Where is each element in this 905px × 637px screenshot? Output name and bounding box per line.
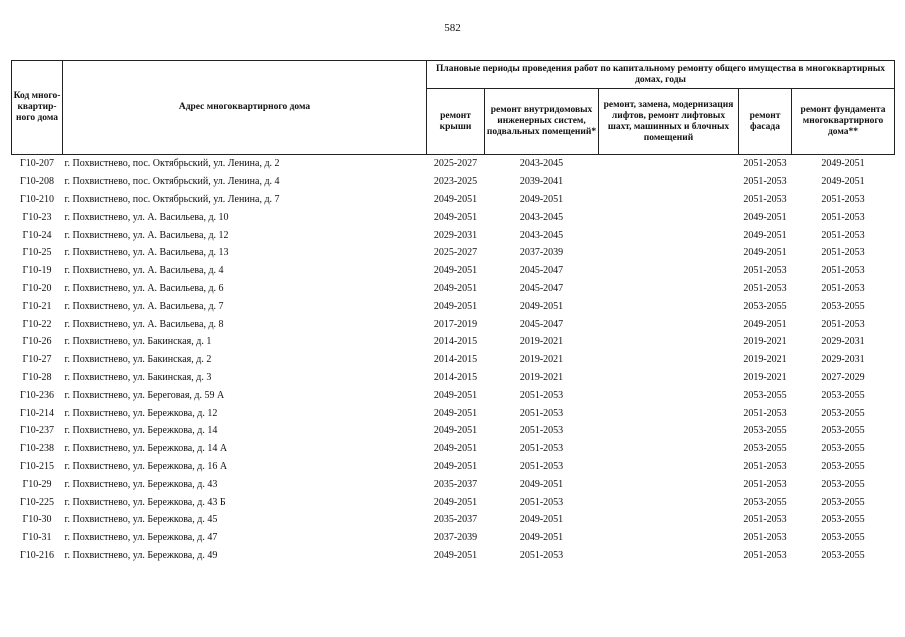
row-facade: 2049-2051 — [743, 229, 787, 241]
row-roof: 2049-2051 — [433, 425, 478, 437]
row-address: г. Похвистнево, ул. Бережкова, д. 12 — [64, 407, 218, 419]
row-elevators — [599, 351, 739, 369]
header-engineering: ремонт внутридомовых инженерных систем, подвальных помещений* — [485, 89, 599, 155]
row-elevators — [599, 315, 739, 333]
row-foundation: 2051-2053 — [821, 282, 865, 294]
row-foundation: 2049-2051 — [821, 176, 865, 188]
row-code: Г10-24 — [22, 229, 52, 241]
row-elevators — [599, 493, 739, 511]
row-roof: 2035-2037 — [433, 514, 478, 526]
row-code: Г10-237 — [19, 425, 55, 437]
row-code: Г10-22 — [22, 318, 52, 330]
row-roof: 2049-2051 — [433, 443, 478, 455]
table-row — [12, 369, 895, 387]
row-engineering: 2045-2047 — [519, 318, 564, 330]
table-row — [12, 493, 895, 511]
row-code: Г10-26 — [22, 336, 52, 348]
row-roof: 2049-2051 — [433, 460, 478, 472]
table-row — [12, 333, 895, 351]
row-address: г. Похвистнево, ул. Бакинская, д. 1 — [64, 336, 212, 348]
row-code: Г10-29 — [22, 478, 52, 490]
row-roof: 2049-2051 — [433, 300, 478, 312]
row-elevators — [599, 547, 739, 565]
row-address: г. Похвистнево, ул. А. Васильева, д. 10 — [64, 211, 229, 223]
table-row — [12, 511, 895, 529]
row-code: Г10-208 — [19, 176, 55, 188]
row-foundation: 2053-2055 — [821, 478, 865, 490]
row-code: Г10-207 — [19, 158, 55, 170]
row-foundation: 2053-2055 — [821, 389, 865, 401]
table-row — [12, 191, 895, 209]
row-engineering: 2043-2045 — [519, 229, 564, 241]
row-facade: 2051-2053 — [743, 158, 787, 170]
row-roof: 2049-2051 — [433, 193, 478, 205]
row-engineering: 2019-2021 — [519, 354, 564, 366]
row-foundation: 2053-2055 — [821, 425, 865, 437]
table-row — [12, 440, 895, 458]
row-foundation: 2051-2053 — [821, 247, 865, 259]
row-roof: 2029-2031 — [433, 229, 478, 241]
row-facade: 2019-2021 — [743, 336, 787, 348]
row-code: Г10-23 — [22, 211, 52, 223]
page-number: 582 — [444, 22, 461, 34]
table-row — [12, 458, 895, 476]
table-row — [12, 208, 895, 226]
row-engineering: 2051-2053 — [519, 443, 564, 455]
header-address: Адрес многоквартирного дома — [63, 61, 427, 155]
row-address: г. Похвистнево, ул. А. Васильева, д. 13 — [64, 247, 229, 259]
row-facade: 2051-2053 — [743, 407, 787, 419]
row-address: г. Похвистнево, ул. Бережкова, д. 43 — [64, 478, 218, 490]
row-address: г. Похвистнево, ул. Бережкова, д. 49 — [64, 549, 218, 561]
row-elevators — [599, 404, 739, 422]
row-address: г. Похвистнево, ул. Бережкова, д. 16 А — [64, 460, 228, 472]
row-facade: 2053-2055 — [743, 389, 787, 401]
row-elevators — [599, 280, 739, 298]
row-facade: 2049-2051 — [743, 247, 787, 259]
row-foundation: 2029-2031 — [821, 336, 865, 348]
row-foundation: 2029-2031 — [821, 354, 865, 366]
row-elevators — [599, 226, 739, 244]
table-row — [12, 422, 895, 440]
row-elevators — [599, 458, 739, 476]
table-row — [12, 529, 895, 547]
row-address: г. Похвистнево, ул. Бережкова, д. 14 А — [64, 443, 228, 455]
row-roof: 2049-2051 — [433, 496, 478, 508]
row-foundation: 2051-2053 — [821, 211, 865, 223]
row-facade: 2051-2053 — [743, 282, 787, 294]
row-facade: 2053-2055 — [743, 496, 787, 508]
row-code: Г10-214 — [19, 407, 55, 419]
header-foundation: ремонт фундамента многоквартирного дома** — [792, 89, 895, 155]
row-roof: 2025-2027 — [433, 158, 478, 170]
row-roof: 2014-2015 — [433, 354, 478, 366]
row-facade: 2051-2053 — [743, 478, 787, 490]
row-elevators — [599, 208, 739, 226]
row-code: Г10-28 — [22, 371, 52, 383]
table-row — [12, 173, 895, 191]
row-elevators — [599, 262, 739, 280]
row-engineering: 2039-2041 — [519, 176, 564, 188]
row-code: Г10-216 — [19, 549, 55, 561]
row-roof: 2049-2051 — [433, 265, 478, 277]
row-engineering: 2051-2053 — [519, 496, 564, 508]
table-row — [12, 404, 895, 422]
row-facade: 2019-2021 — [743, 354, 787, 366]
table-body — [12, 155, 895, 565]
row-address: г. Похвистнево, пос. Октябрьский, ул. Ленина, д. 2 — [64, 158, 280, 170]
row-address: г. Похвистнево, ул. А. Васильева, д. 8 — [64, 318, 224, 330]
table-row — [12, 226, 895, 244]
row-elevators — [599, 475, 739, 493]
row-code: Г10-21 — [22, 300, 52, 312]
row-foundation: 2053-2055 — [821, 300, 865, 312]
row-address: г. Похвистнево, ул. А. Васильева, д. 12 — [64, 229, 229, 241]
row-address: г. Похвистнево, ул. А. Васильева, д. 4 — [64, 265, 224, 277]
row-address: г. Похвистнево, ул. Бережкова, д. 14 — [64, 425, 218, 437]
row-foundation: 2049-2051 — [821, 158, 865, 170]
table-row — [12, 262, 895, 280]
row-foundation: 2053-2055 — [821, 443, 865, 455]
row-foundation: 2027-2029 — [821, 371, 865, 383]
header-facade: ремонт фасада — [739, 89, 792, 155]
row-engineering: 2049-2051 — [519, 300, 564, 312]
row-facade: 2053-2055 — [743, 300, 787, 312]
row-elevators — [599, 173, 739, 191]
row-engineering: 2043-2045 — [519, 158, 564, 170]
row-foundation: 2051-2053 — [821, 193, 865, 205]
row-elevators — [599, 369, 739, 387]
row-elevators — [599, 511, 739, 529]
row-engineering: 2045-2047 — [519, 282, 564, 294]
row-elevators — [599, 333, 739, 351]
row-foundation: 2051-2053 — [821, 318, 865, 330]
row-code: Г10-19 — [22, 265, 52, 277]
row-foundation: 2053-2055 — [821, 460, 865, 472]
row-roof: 2014-2015 — [433, 371, 478, 383]
row-foundation: 2053-2055 — [821, 407, 865, 419]
row-roof: 2023-2025 — [433, 176, 478, 188]
row-address: г. Похвистнево, пос. Октябрьский, ул. Ленина, д. 7 — [64, 193, 280, 205]
row-engineering: 2051-2053 — [519, 407, 564, 419]
row-engineering: 2051-2053 — [519, 549, 564, 561]
table-row — [12, 244, 895, 262]
row-address: г. Похвистнево, ул. Бережкова, д. 47 — [64, 532, 218, 544]
row-engineering: 2019-2021 — [519, 371, 564, 383]
row-code: Г10-30 — [22, 514, 52, 526]
row-roof: 2049-2051 — [433, 407, 478, 419]
row-engineering: 2051-2053 — [519, 389, 564, 401]
row-foundation: 2053-2055 — [821, 532, 865, 544]
row-roof: 2014-2015 — [433, 336, 478, 348]
row-engineering: 2049-2051 — [519, 193, 564, 205]
row-address: г. Похвистнево, ул. Бережкова, д. 43 Б — [64, 496, 226, 508]
row-roof: 2037-2039 — [433, 532, 478, 544]
row-facade: 2051-2053 — [743, 193, 787, 205]
row-engineering: 2051-2053 — [519, 425, 564, 437]
row-foundation: 2051-2053 — [821, 265, 865, 277]
row-facade: 2051-2053 — [743, 514, 787, 526]
table-row — [12, 155, 895, 173]
row-code: Г10-27 — [22, 354, 52, 366]
row-code: Г10-20 — [22, 282, 52, 294]
row-facade: 2051-2053 — [743, 176, 787, 188]
row-code: Г10-215 — [19, 460, 55, 472]
row-elevators — [599, 155, 739, 173]
row-roof: 2049-2051 — [433, 389, 478, 401]
row-roof: 2049-2051 — [433, 549, 478, 561]
row-elevators — [599, 191, 739, 209]
row-engineering: 2051-2053 — [519, 460, 564, 472]
row-address: г. Похвистнево, ул. А. Васильева, д. 7 — [64, 300, 224, 312]
table-row — [12, 315, 895, 333]
row-code: Г10-238 — [19, 443, 55, 455]
row-elevators — [599, 422, 739, 440]
row-code: Г10-210 — [19, 193, 55, 205]
header-periods: Плановые периоды проведения работ по капитальному ремонту общего имущества в многоквартирных домах, годы — [427, 61, 895, 89]
row-engineering: 2019-2021 — [519, 336, 564, 348]
row-engineering: 2037-2039 — [519, 247, 564, 259]
row-foundation: 2053-2055 — [821, 496, 865, 508]
header-code: Код много-квартир-ного дома — [12, 61, 63, 155]
row-elevators — [599, 297, 739, 315]
row-engineering: 2049-2051 — [519, 514, 564, 526]
row-facade: 2049-2051 — [743, 318, 787, 330]
row-address: г. Похвистнево, ул. Бережкова, д. 45 — [64, 514, 218, 526]
table-row — [12, 280, 895, 298]
row-engineering: 2049-2051 — [519, 532, 564, 544]
row-facade: 2053-2055 — [743, 443, 787, 455]
row-code: Г10-25 — [22, 247, 52, 259]
row-code: Г10-31 — [22, 532, 52, 544]
row-facade: 2051-2053 — [743, 460, 787, 472]
row-foundation: 2051-2053 — [821, 229, 865, 241]
row-elevators — [599, 386, 739, 404]
row-roof: 2017-2019 — [433, 318, 478, 330]
row-code: Г10-236 — [19, 389, 55, 401]
row-roof: 2035-2037 — [433, 478, 478, 490]
row-address: г. Похвистнево, ул. Береговая, д. 59 А — [64, 389, 225, 401]
repair-schedule-table — [11, 60, 895, 564]
row-roof: 2049-2051 — [433, 211, 478, 223]
row-elevators — [599, 244, 739, 262]
table-row — [12, 386, 895, 404]
row-elevators — [599, 440, 739, 458]
row-address: г. Похвистнево, ул. А. Васильева, д. 6 — [64, 282, 224, 294]
row-roof: 2049-2051 — [433, 282, 478, 294]
table-header — [12, 61, 895, 155]
row-facade: 2051-2053 — [743, 265, 787, 277]
row-engineering: 2049-2051 — [519, 478, 564, 490]
row-address: г. Похвистнево, ул. Бакинская, д. 2 — [64, 354, 212, 366]
table-row — [12, 297, 895, 315]
row-foundation: 2053-2055 — [821, 514, 865, 526]
row-engineering: 2045-2047 — [519, 265, 564, 277]
row-facade: 2049-2051 — [743, 211, 787, 223]
row-foundation: 2053-2055 — [821, 549, 865, 561]
row-elevators — [599, 529, 739, 547]
row-code: Г10-225 — [19, 496, 55, 508]
row-address: г. Похвистнево, ул. Бакинская, д. 3 — [64, 371, 212, 383]
row-facade: 2053-2055 — [743, 425, 787, 437]
row-facade: 2051-2053 — [743, 532, 787, 544]
row-roof: 2025-2027 — [433, 247, 478, 259]
table-row — [12, 475, 895, 493]
row-facade: 2019-2021 — [743, 371, 787, 383]
table-row — [12, 351, 895, 369]
row-address: г. Похвистнево, пос. Октябрьский, ул. Ленина, д. 4 — [64, 176, 280, 188]
row-engineering: 2043-2045 — [519, 211, 564, 223]
header-elevators: ремонт, замена, модернизация лифтов, ремонт лифтовых шахт, машинных и блочных помещений — [599, 89, 739, 155]
table-row — [12, 547, 895, 565]
header-roof: ремонт крыши — [427, 89, 485, 155]
row-facade: 2051-2053 — [743, 549, 787, 561]
